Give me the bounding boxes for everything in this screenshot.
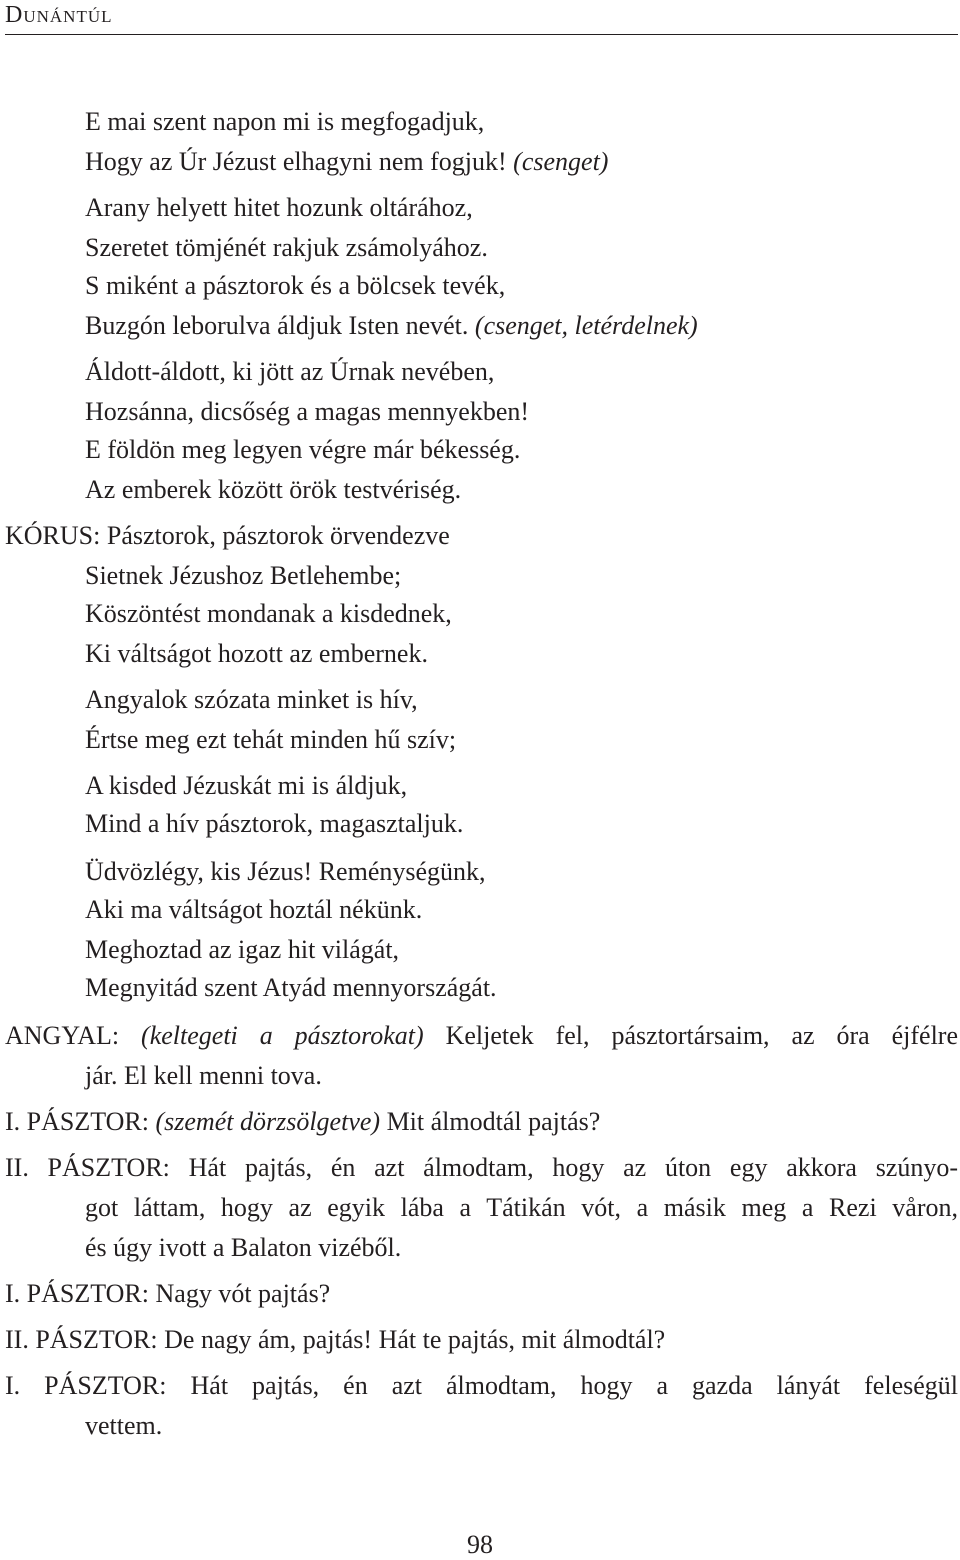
page-number: 98: [467, 1530, 493, 1559]
dialogue-line: I. PÁSZTOR: Nagy vót pajtás?: [5, 1279, 331, 1308]
chorus-line: Üdvözlégy, kis Jézus! Reménységünk,: [85, 857, 486, 886]
dialogue-continuation: got láttam, hogy az egyik lába a Tátikán vót, a másik meg a Rezi våron,: [85, 1193, 958, 1222]
chorus-line: Meghoztad az igaz hit világát,: [85, 935, 400, 964]
stage-direction: (csenget): [513, 147, 609, 176]
speaker-label: I. PÁSZTOR:: [5, 1107, 149, 1136]
dialogue-line: I. PÁSZTOR: Hát pajtás, én azt álmodtam, hogy a gazda lányát feleségül: [5, 1371, 958, 1400]
chorus-line: Köszöntést mondanak a kisdednek,: [85, 599, 452, 628]
speaker-label: ANGYAL:: [5, 1021, 120, 1050]
chorus-line: Ki váltságot hozott az embernek.: [85, 639, 428, 668]
speaker-label: KÓRUS:: [5, 521, 101, 550]
dialogue-line: ANGYAL: (keltegeti a pásztorokat) Keljetek fel, pásztortársaim, az óra éjfélre: [5, 1021, 959, 1050]
header-rule: [5, 34, 958, 35]
speaker-label: II. PÁSZTOR:: [5, 1153, 170, 1182]
dialogue-continuation: vettem.: [85, 1411, 163, 1440]
chorus-line: Megnyitád szent Atyád mennyországát.: [85, 973, 497, 1002]
stage-direction: (szemét dörzsölgetve): [155, 1107, 381, 1136]
verse-line: E földön meg legyen végre már békesség.: [85, 435, 521, 464]
verse-line: Szeretet tömjénét rakjuk zsámolyához.: [85, 233, 488, 262]
stage-direction: (keltegeti a pásztorokat): [141, 1021, 424, 1050]
verse-line: Az emberek között örök testvériség.: [85, 475, 462, 504]
chorus-line: Sietnek Jézushoz Betlehembe;: [85, 561, 402, 590]
stage-direction: (csenget, letérdelnek): [474, 311, 698, 340]
dialogue-continuation: jár. El kell menni tova.: [85, 1061, 322, 1090]
verse-line: Hogy az Úr Jézust elhagyni nem fogjuk! (csenget): [85, 147, 609, 176]
verse-line: E mai szent napon mi is megfogadjuk,: [85, 107, 485, 136]
chorus-line: Aki ma váltságot hoztál nékünk.: [85, 895, 423, 924]
speaker-label: II. PÁSZTOR:: [5, 1325, 158, 1354]
verse-line: S miként a pásztorok és a bölcsek tevék,: [85, 271, 506, 300]
dialogue-line: II. PÁSZTOR: Hát pajtás, én azt álmodtam, hogy az úton egy akkora szúnyo-: [5, 1153, 959, 1182]
verse-line: Hozsánna, dicsőség a magas mennyekben!: [85, 397, 530, 426]
dialogue-line: II. PÁSZTOR: De nagy ám, pajtás! Hát te pajtás, mit álmodtál?: [5, 1325, 666, 1354]
chorus-line: Angyalok szózata minket is hív,: [85, 685, 418, 714]
chorus-line: Értse meg ezt tehát minden hű szív;: [85, 725, 457, 754]
chorus-line: A kisded Jézuskát mi is áldjuk,: [85, 771, 408, 800]
verse-line: Áldott-áldott, ki jött az Úrnak nevében,: [85, 357, 495, 386]
chorus-line: Mind a hív pásztorok, magasztaljuk.: [85, 809, 464, 838]
speaker-label: I. PÁSZTOR:: [5, 1371, 167, 1400]
dialogue-continuation: és úgy ivott a Balaton vizéből.: [85, 1233, 402, 1262]
dialogue-line: I. PÁSZTOR: (szemét dörzsölgetve) Mit álmodtál pajtás?: [5, 1107, 601, 1136]
verse-line: Arany helyett hitet hozunk oltárához,: [85, 193, 473, 222]
speaker-label: I. PÁSZTOR:: [5, 1279, 149, 1308]
verse-line: Buzgón leborulva áldjuk Isten nevét. (csenget, letérdelnek): [85, 311, 698, 340]
running-header: Dunántúl: [5, 2, 113, 28]
chorus-first-line: KÓRUS: Pásztorok, pásztorok örvendezve: [5, 521, 450, 550]
